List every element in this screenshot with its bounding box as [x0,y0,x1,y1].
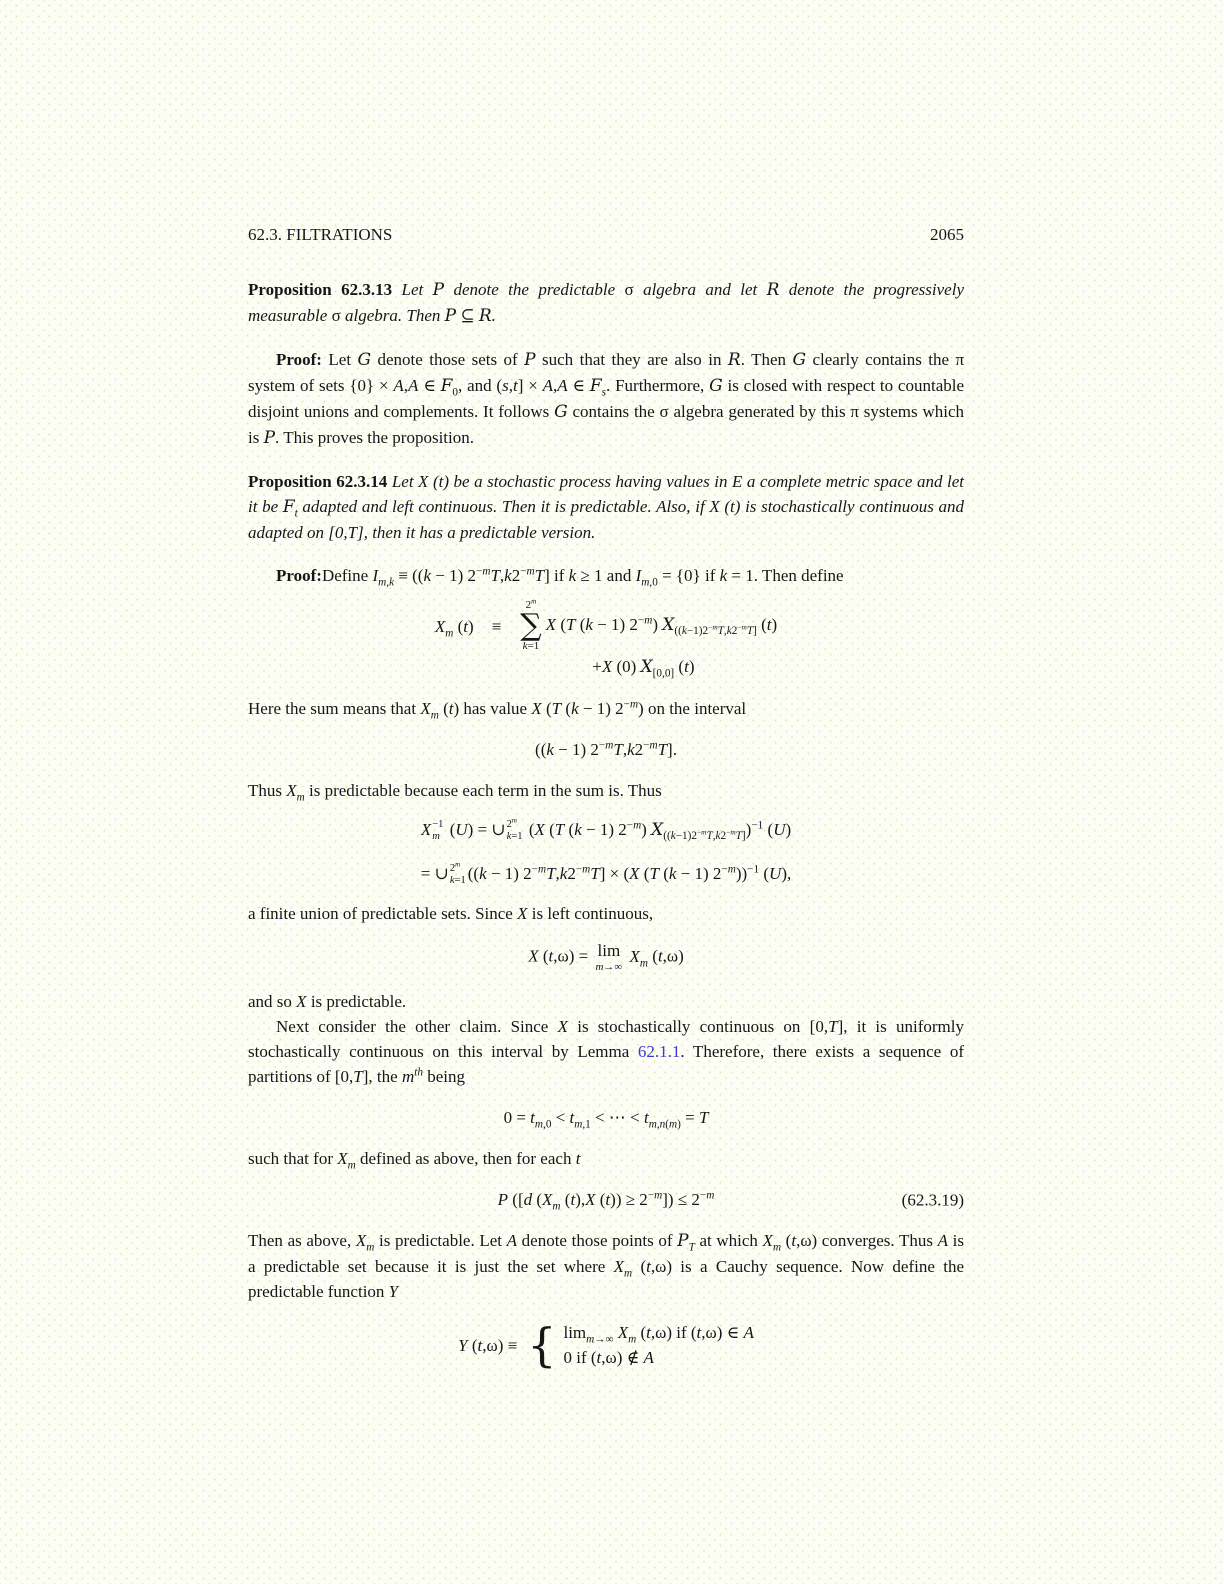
page-header [248,222,964,247]
equation-y-lhs: Y (t,ω) ≡ [458,1335,518,1355]
text-column [248,222,964,1386]
case-in-A: $\lim_{m\to\infty} X_m$ (t,ω) if (t,ω) ∈ A [563,1323,754,1346]
equation-62-3-19-formula: P ([d ($X_m$ (t),X $(t)) \ge 2^{-m}]) \le 2^{-m}$ [497,1189,715,1213]
equation-xm-rhs [519,597,778,680]
paragraph-next-claim: Next consider the other claim. Since X is stochastically continuous on [0,T], it is uniformly stochastically continuous on this interval by Lemma 62.1.1. Therefore, there exists a sequence of partitions of [0,T], the $m^{th}$ being [248,1017,964,1087]
section-heading: 62.3. FILTRATIONS [248,225,393,244]
paragraph-then-as-above: Then as above, $X_m$ is predictable. Let A denote those points of $P_T$ at which $X_m$ (t,ω) converges. Thus A is a predictable set because it is just the set where $X_m$ (t,ω) is a Cauchy sequence. Now define the predictable function Y [248,1231,965,1302]
proof-62-3-13: Proof: Let G denote those sets of P such that they are also in R. Then G clearly contains the π system of sets {0} × A,A ∈ $F_0$, and (s,t] × A,A ∈ $F_s$. Furthermore, G is closed with respect to countable disjoint unions and complements. It follows G contains the σ algebra generated by this π systems which is P. This proves the proposition. [248,350,965,448]
case-rows [563,1320,753,1370]
paragraph-finite-union: a finite union of predictable sets. Since X is left continuous, [248,904,654,924]
paragraph-such-that: such that for $X_m$ defined as above, then for each t [248,1149,581,1172]
equation-preimage-line1: X −1 m (U) = ∪ 2$^m$ k=1 (X (T (k − 1) $2^{-m}$) $X_{((k-1)2^{-m}T,k2^{-m}T]})^{-1}$ (U) [420,816,792,843]
equation-number: (62.3.19) [901,1190,964,1210]
paragraph-and-so: and so X is predictable. [248,992,407,1012]
proposition-62-3-14: Proposition 62.3.14 Let X (t) be a stochastic process having values in E a complete metric space and let it be $F_t$ adapted and left continuous. Then it is predictable. Also, if X (t) is stochastically continuous and adapted on [0,T], then it has a predictable version. [248,472,964,542]
proof-62-3-14-intro: Proof:Define $I_{m,k} \equiv ((k - 1)$ $2^{-m}T,k2^{-m}T$] if k ≥ 1 and $I_{m,0} = \{0\}$ if k = 1. Then define [276,565,844,589]
equation-preimage [248,817,964,887]
paragraph-sum-meaning: Here the sum means that $X_m$ (t) has value X (T (k − 1) $2^{-m}$) on the interval [248,698,747,722]
left-brace: { [527,1317,557,1372]
equation-62-3-19 [248,1187,964,1212]
equation-limit: X (t,ω) = lim m→∞ $X_m$ (t,ω) [528,941,684,974]
equation-xm-lhs: $X_m$ (t) [434,617,474,640]
lemma-ref-link[interactable]: 62.1.1 [637,1042,681,1062]
equation-xm-definition [248,597,964,680]
proposition-62-3-13: Proposition 62.3.13 Let P denote the predictable σ algebra and let R denote the progressively measurable σ algebra. Then P ⊆ R. [248,280,964,326]
paragraph-thus-predictable: Thus $X_m$ is predictable because each term in the sum is. Thus [248,781,662,804]
page-number: 2065 [930,225,964,244]
equation-interval: ((k − 1) $2^{-m}T,k2^{-m}T$]. [535,739,677,759]
case-not-in-A: 0 if (t,ω) ∉ A [563,1348,654,1368]
equation-partition: $0 = t_{m,0} < t_{m,1}$ < ⋯ < $t_{m,n(m)} = T$ [503,1108,709,1131]
equation-xm-line2: +X (0) $X_{[0,0]}$ (t) [592,657,695,680]
equiv-symbol: ≡ [491,617,502,636]
cases-expression [527,1317,754,1372]
equation-xm-line1: 2$^m$ ∑ k=1 X (T (k − 1) $2^{-m}$) $X_{((k-1)2^{-m}T,k2^{-m}T]}$ (t) [520,597,778,652]
equation-y-definition [248,1317,964,1372]
equation-preimage-line2: = ∪ 2$^m$ k=1 ((k − 1) $2^{-m}T,k2^{-m}T] \times (X$ (T (k − 1) $2^{-m}))^{-1}$ (U), [420,860,792,887]
